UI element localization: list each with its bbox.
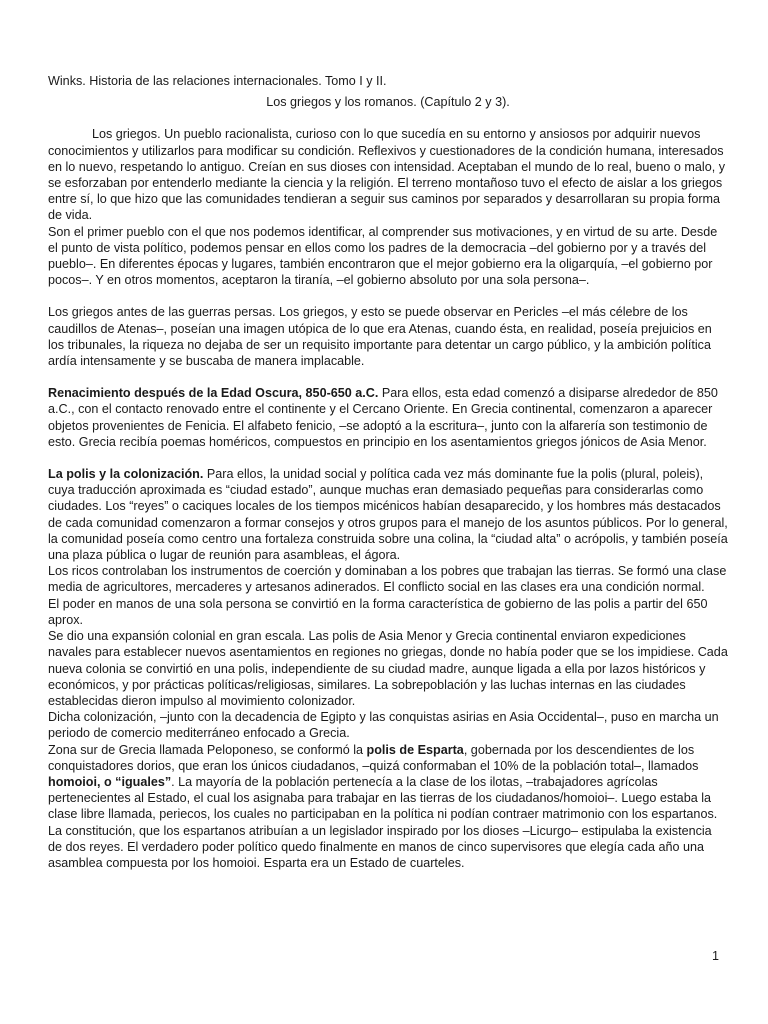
paragraph-expansion-colonial: Se dio una expansión colonial en gran escala. Las polis de Asia Menor y Grecia continental enviaron expediciones navales para establecer nuevos asentamientos en regiones no griegas, donde no había poder que se los impidiese. Cada nueva colonia se convirtió en una polis, independiente de su ciudad madre, aunque ligada a ella por lazos históricos y económicos, y por prácticas políticas/religiosas, similares. La sobrepoblación y las luchas internas en las ciudades establecidas dieron impulso al movimiento colonizador. bbox=[48, 629, 728, 708]
paragraph-text: . La mayoría de la población pertenecía a la clase de los ilotas, –trabajadores agrícolas pertenecientes al Estado, el cual los asignaba para trabajar en las tierras de los ciudadanos/homoioi–. Luego estaba la clase libre llamada, periecos, los cuales no participaban en la política ni podían contraer matrimonio con los espartanos. La constitución, que los espartanos atribuían a un legislador inspirado por los dioses –Licurgo– estipulaba la existencia de dos reyes. El verdadero poder político quedo finalmente en manos de cinco supervisores que elegía cada año una asamblea compuesta por los homoioi. Esparta era un Estado de cuarteles. bbox=[48, 774, 718, 870]
paragraph-ricos: Los ricos controlaban los instrumentos de coerción y dominaban a los pobres que trabajan las tierras. Se formó una clase media de agricultores, mercaderes y artesanos adinerados. El conflicto social en las clases era una condición normal. bbox=[48, 564, 727, 595]
paragraph-griegos-politica: Son el primer pueblo con el que nos podemos identificar, al comprender sus motivaciones, y en virtud de su arte. Desde el punto de vista político, podemos pensar en ellos como los padres de la democracia –del gobierno por y a través del pueblo–. En diferentes épocas y lugares, también encontraron que el mejor gobierno era la oligarquía, –el gobierno por pocos–. Y en otros momentos, aceptaron la tiranía, –el gobierno absoluto por una sola persona–. bbox=[48, 224, 718, 288]
paragraph-text: Para ellos, esta edad comenzó a disiparse alrededor de 850 a.C., con el contacto renovado entre el continente y el Cercano Oriente. En Grecia continental, comenzaron a aparecer objetos provenientes de Fenicia. El alfabeto fenicio, –se adoptó a la escritura–, junto con la alfarería son testimonio de esto. Grecia recibía poemas homéricos, compuestos en principio en los asentamientos griegos jónicos de Asia Menor. bbox=[48, 386, 718, 449]
document-header: Winks. Historia de las relaciones internacionales. Tomo I y II. bbox=[48, 74, 387, 88]
paragraph-text: Un pueblo racionalista, curioso con lo que sucedía en su entorno y ansiosos por adquirir nuevos conocimientos y utilizarlos para modificar su condición. Reflexivos y cuestionadores de la condición humana, interesados en lo nuevo, respetando lo antiguo. Creían en sus dioses con intensidad. Aceptaban el mundo de lo real, bueno o malo, y se esforzaban por entenderlo mediante la ciencia y la religión. El terreno montañoso tuvo el efecto de aislar a los griegos entre sí, lo que hizo que las comunidades tendieran a seguir sus caminos por separados y desarrollaran su propia forma de vida. bbox=[48, 127, 726, 223]
document-subtitle: Los griegos y los romanos. (Capítulo 2 y 3). bbox=[266, 95, 510, 110]
paragraph-text: Zona sur de Grecia llamada Peloponeso, se conformó la bbox=[48, 742, 367, 757]
section-heading-guerras-persas: Los griegos antes de las guerras persas. bbox=[48, 305, 276, 320]
paragraph-guerras-persas bbox=[48, 304, 728, 369]
paragraph-colonizacion: Dicha colonización, –junto con la decadencia de Egipto y las conquistas asirias en Asia Occidental–, puso en marcha un periodo de comercio mediterráneo enfocado a Grecia. bbox=[48, 710, 719, 741]
paragraph-griegos-intro bbox=[48, 126, 728, 223]
paragraph-polis bbox=[48, 466, 728, 563]
page-number: 1 bbox=[712, 949, 720, 963]
paragraph-text: , gobernada por los descendientes de los conquistadores dorios, que eran los únicos ciudadanos, –quizá conformaban el 10% de la población total–, llamados bbox=[48, 742, 699, 773]
term-polis-esparta: polis de Esparta bbox=[366, 742, 464, 757]
section-heading-griegos: Los griegos. bbox=[92, 127, 161, 142]
document-body bbox=[48, 73, 728, 871]
paragraph-poder: El poder en manos de una sola persona se convirtió en la forma característica de gobierno de las polis a partir del 650 aprox. bbox=[48, 596, 708, 627]
paragraph-text: Los griegos, y esto se puede observar en Pericles –el más célebre de los caudillos de Atenas–, poseían una imagen utópica de lo que era Atenas, cuando ésta, en realidad, poseía prejuicios en los tribunales, la riqueza no dejaba de ser un requisito importante para detentar un cargo público, y la ambición política ardía intensamente y se buscaba de manera implacable. bbox=[48, 305, 712, 369]
paragraph-renacimiento bbox=[48, 385, 728, 450]
term-homoioi: homoioi, o “iguales” bbox=[48, 774, 172, 789]
section-heading-polis: La polis y la colonización. bbox=[48, 467, 204, 482]
paragraph-text: Para ellos, la unidad social y política cada vez más dominante fue la polis (plural, poleis), cuya traducción aproximada es “ciudad estado”, aunque muchas eran demasiado pequeñas para considerarlas como ciudades. Los “reyes” o caciques locales de los tiempos micénicos habían desaparecido, y los hombres más destacados de cada comunidad comenzaron a formar consejos y otros grupos para el manejo de los asuntos públicos. Por lo general, la comunidad poseía como centro una fortaleza construida sobre una colina, la “ciudad alta” o acrópolis, y también poseía una plaza pública o lugar de reunión para asambleas, el ágora. bbox=[48, 467, 728, 563]
section-heading-renacimiento: Renacimiento después de la Edad Oscura, 850-650 a.C. bbox=[48, 386, 379, 401]
paragraph-esparta bbox=[48, 742, 728, 872]
